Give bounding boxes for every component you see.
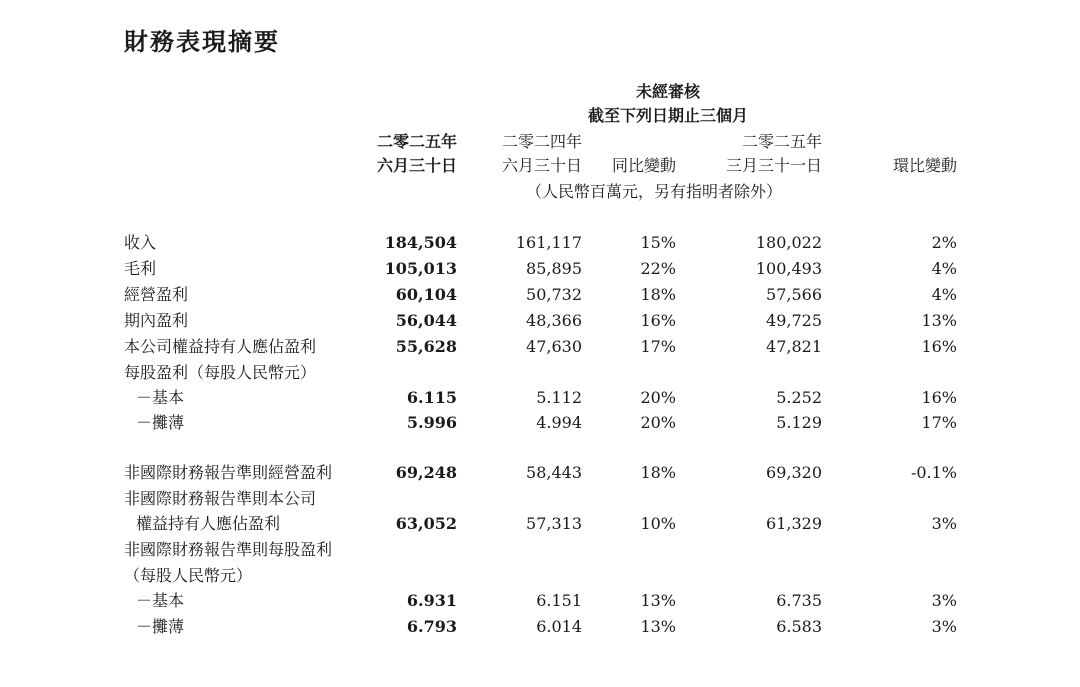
- col4-header-year: 二零二五年: [741, 132, 822, 151]
- table-row: [0, 511, 1080, 537]
- cell-q2-2025: 69,248: [395, 463, 457, 482]
- cell-q2-2024: 47,630: [526, 337, 582, 356]
- cell-q2-2024: 57,313: [526, 514, 582, 533]
- cell-q2-2025: 63,052: [395, 514, 457, 533]
- cell-yoy: 17%: [640, 337, 676, 356]
- table-row: [0, 308, 1080, 334]
- table-row: [0, 614, 1080, 640]
- cell-q2-2025: 56,044: [395, 311, 457, 330]
- row-label: －攤薄: [136, 617, 185, 636]
- cell-q2-2024: 50,732: [526, 285, 582, 304]
- table-row: [0, 410, 1080, 436]
- cell-qoq: 17%: [921, 413, 957, 432]
- cell-qoq: 4%: [931, 285, 957, 304]
- cell-q1-2025: 100,493: [755, 259, 822, 278]
- cell-yoy: 18%: [640, 285, 676, 304]
- cell-qoq: 3%: [931, 514, 957, 533]
- cell-q1-2025: 57,566: [766, 285, 822, 304]
- row-label: 期內盈利: [124, 311, 189, 330]
- row-label: 非國際財務報告準則本公司: [124, 489, 317, 508]
- page-title: 財務表現摘要: [124, 28, 280, 56]
- table-row: [0, 230, 1080, 256]
- cell-q2-2025: 55,628: [395, 337, 457, 356]
- table-row: [0, 360, 1080, 386]
- row-label: 毛利: [124, 259, 157, 278]
- unaudited-header: 未經審核: [635, 82, 701, 101]
- cell-q2-2024: 58,443: [526, 463, 582, 482]
- col4-header-date: 三月三十一日: [725, 156, 822, 175]
- row-label: 非國際財務報告準則每股盈利: [124, 540, 333, 559]
- table-row: [0, 563, 1080, 589]
- col2-header-year: 二零二四年: [501, 132, 582, 151]
- cell-yoy: 16%: [640, 311, 676, 330]
- cell-qoq: 2%: [931, 233, 957, 252]
- row-label: 經營盈利: [124, 285, 189, 304]
- cell-q2-2025: 6.115: [406, 388, 457, 407]
- cell-q2-2024: 4.994: [536, 413, 582, 432]
- cell-q1-2025: 47,821: [766, 337, 822, 356]
- cell-q1-2025: 69,320: [766, 463, 822, 482]
- cell-q2-2025: 184,504: [384, 233, 457, 252]
- table-row: [0, 256, 1080, 282]
- cell-yoy: 13%: [640, 617, 676, 636]
- cell-q1-2025: 5.252: [776, 388, 822, 407]
- col3-header: 同比變動: [611, 156, 676, 175]
- table-row: [0, 334, 1080, 360]
- cell-yoy: 13%: [640, 591, 676, 610]
- cell-q2-2025: 6.931: [406, 591, 457, 610]
- cell-q2-2024: 6.151: [536, 591, 582, 610]
- row-label: －基本: [136, 388, 185, 407]
- cell-q2-2024: 161,117: [515, 233, 582, 252]
- cell-yoy: 20%: [640, 413, 676, 432]
- cell-yoy: 18%: [640, 463, 676, 482]
- row-label: 每股盈利（每股人民幣元）: [124, 363, 317, 382]
- cell-q1-2025: 6.583: [776, 617, 822, 636]
- row-label: 收入: [124, 233, 157, 252]
- table-row: [0, 486, 1080, 512]
- cell-q1-2025: 5.129: [776, 413, 822, 432]
- cell-qoq: -0.1%: [910, 463, 957, 482]
- col1-header-date: 六月三十日: [376, 156, 457, 175]
- col1-header-year: 二零二五年: [376, 132, 457, 151]
- table-row: [0, 588, 1080, 614]
- cell-qoq: 13%: [921, 311, 957, 330]
- table-row: [0, 385, 1080, 411]
- cell-q1-2025: 6.735: [776, 591, 822, 610]
- cell-q2-2025: 5.996: [406, 413, 457, 432]
- row-label: 權益持有人應佔盈利: [136, 514, 281, 533]
- col2-header-date: 六月三十日: [501, 156, 582, 175]
- period-header: 截至下列日期止三個月: [587, 106, 749, 125]
- row-label: （每股人民幣元）: [124, 566, 253, 585]
- cell-yoy: 10%: [640, 514, 676, 533]
- unit-note: （人民幣百萬元，另有指明者除外）: [525, 182, 783, 201]
- row-label: 非國際財務報告準則經營盈利: [124, 463, 333, 482]
- cell-qoq: 16%: [921, 388, 957, 407]
- cell-q1-2025: 180,022: [755, 233, 822, 252]
- row-label: 本公司權益持有人應佔盈利: [124, 337, 317, 356]
- cell-q2-2025: 6.793: [406, 617, 457, 636]
- col5-header: 環比變動: [892, 156, 957, 175]
- cell-qoq: 4%: [931, 259, 957, 278]
- table-row: [0, 537, 1080, 563]
- cell-qoq: 3%: [931, 617, 957, 636]
- cell-q2-2024: 6.014: [536, 617, 582, 636]
- cell-q2-2025: 60,104: [395, 285, 457, 304]
- row-label: －基本: [136, 591, 185, 610]
- cell-q2-2025: 105,013: [384, 259, 457, 278]
- table-row: [0, 282, 1080, 308]
- cell-qoq: 16%: [921, 337, 957, 356]
- cell-q2-2024: 48,366: [526, 311, 582, 330]
- cell-q2-2024: 85,895: [526, 259, 582, 278]
- cell-qoq: 3%: [931, 591, 957, 610]
- cell-yoy: 20%: [640, 388, 676, 407]
- table-row: [0, 460, 1080, 486]
- row-label: －攤薄: [136, 413, 185, 432]
- cell-yoy: 15%: [640, 233, 676, 252]
- cell-yoy: 22%: [640, 259, 676, 278]
- cell-q2-2024: 5.112: [536, 388, 582, 407]
- cell-q1-2025: 49,725: [766, 311, 822, 330]
- cell-q1-2025: 61,329: [766, 514, 822, 533]
